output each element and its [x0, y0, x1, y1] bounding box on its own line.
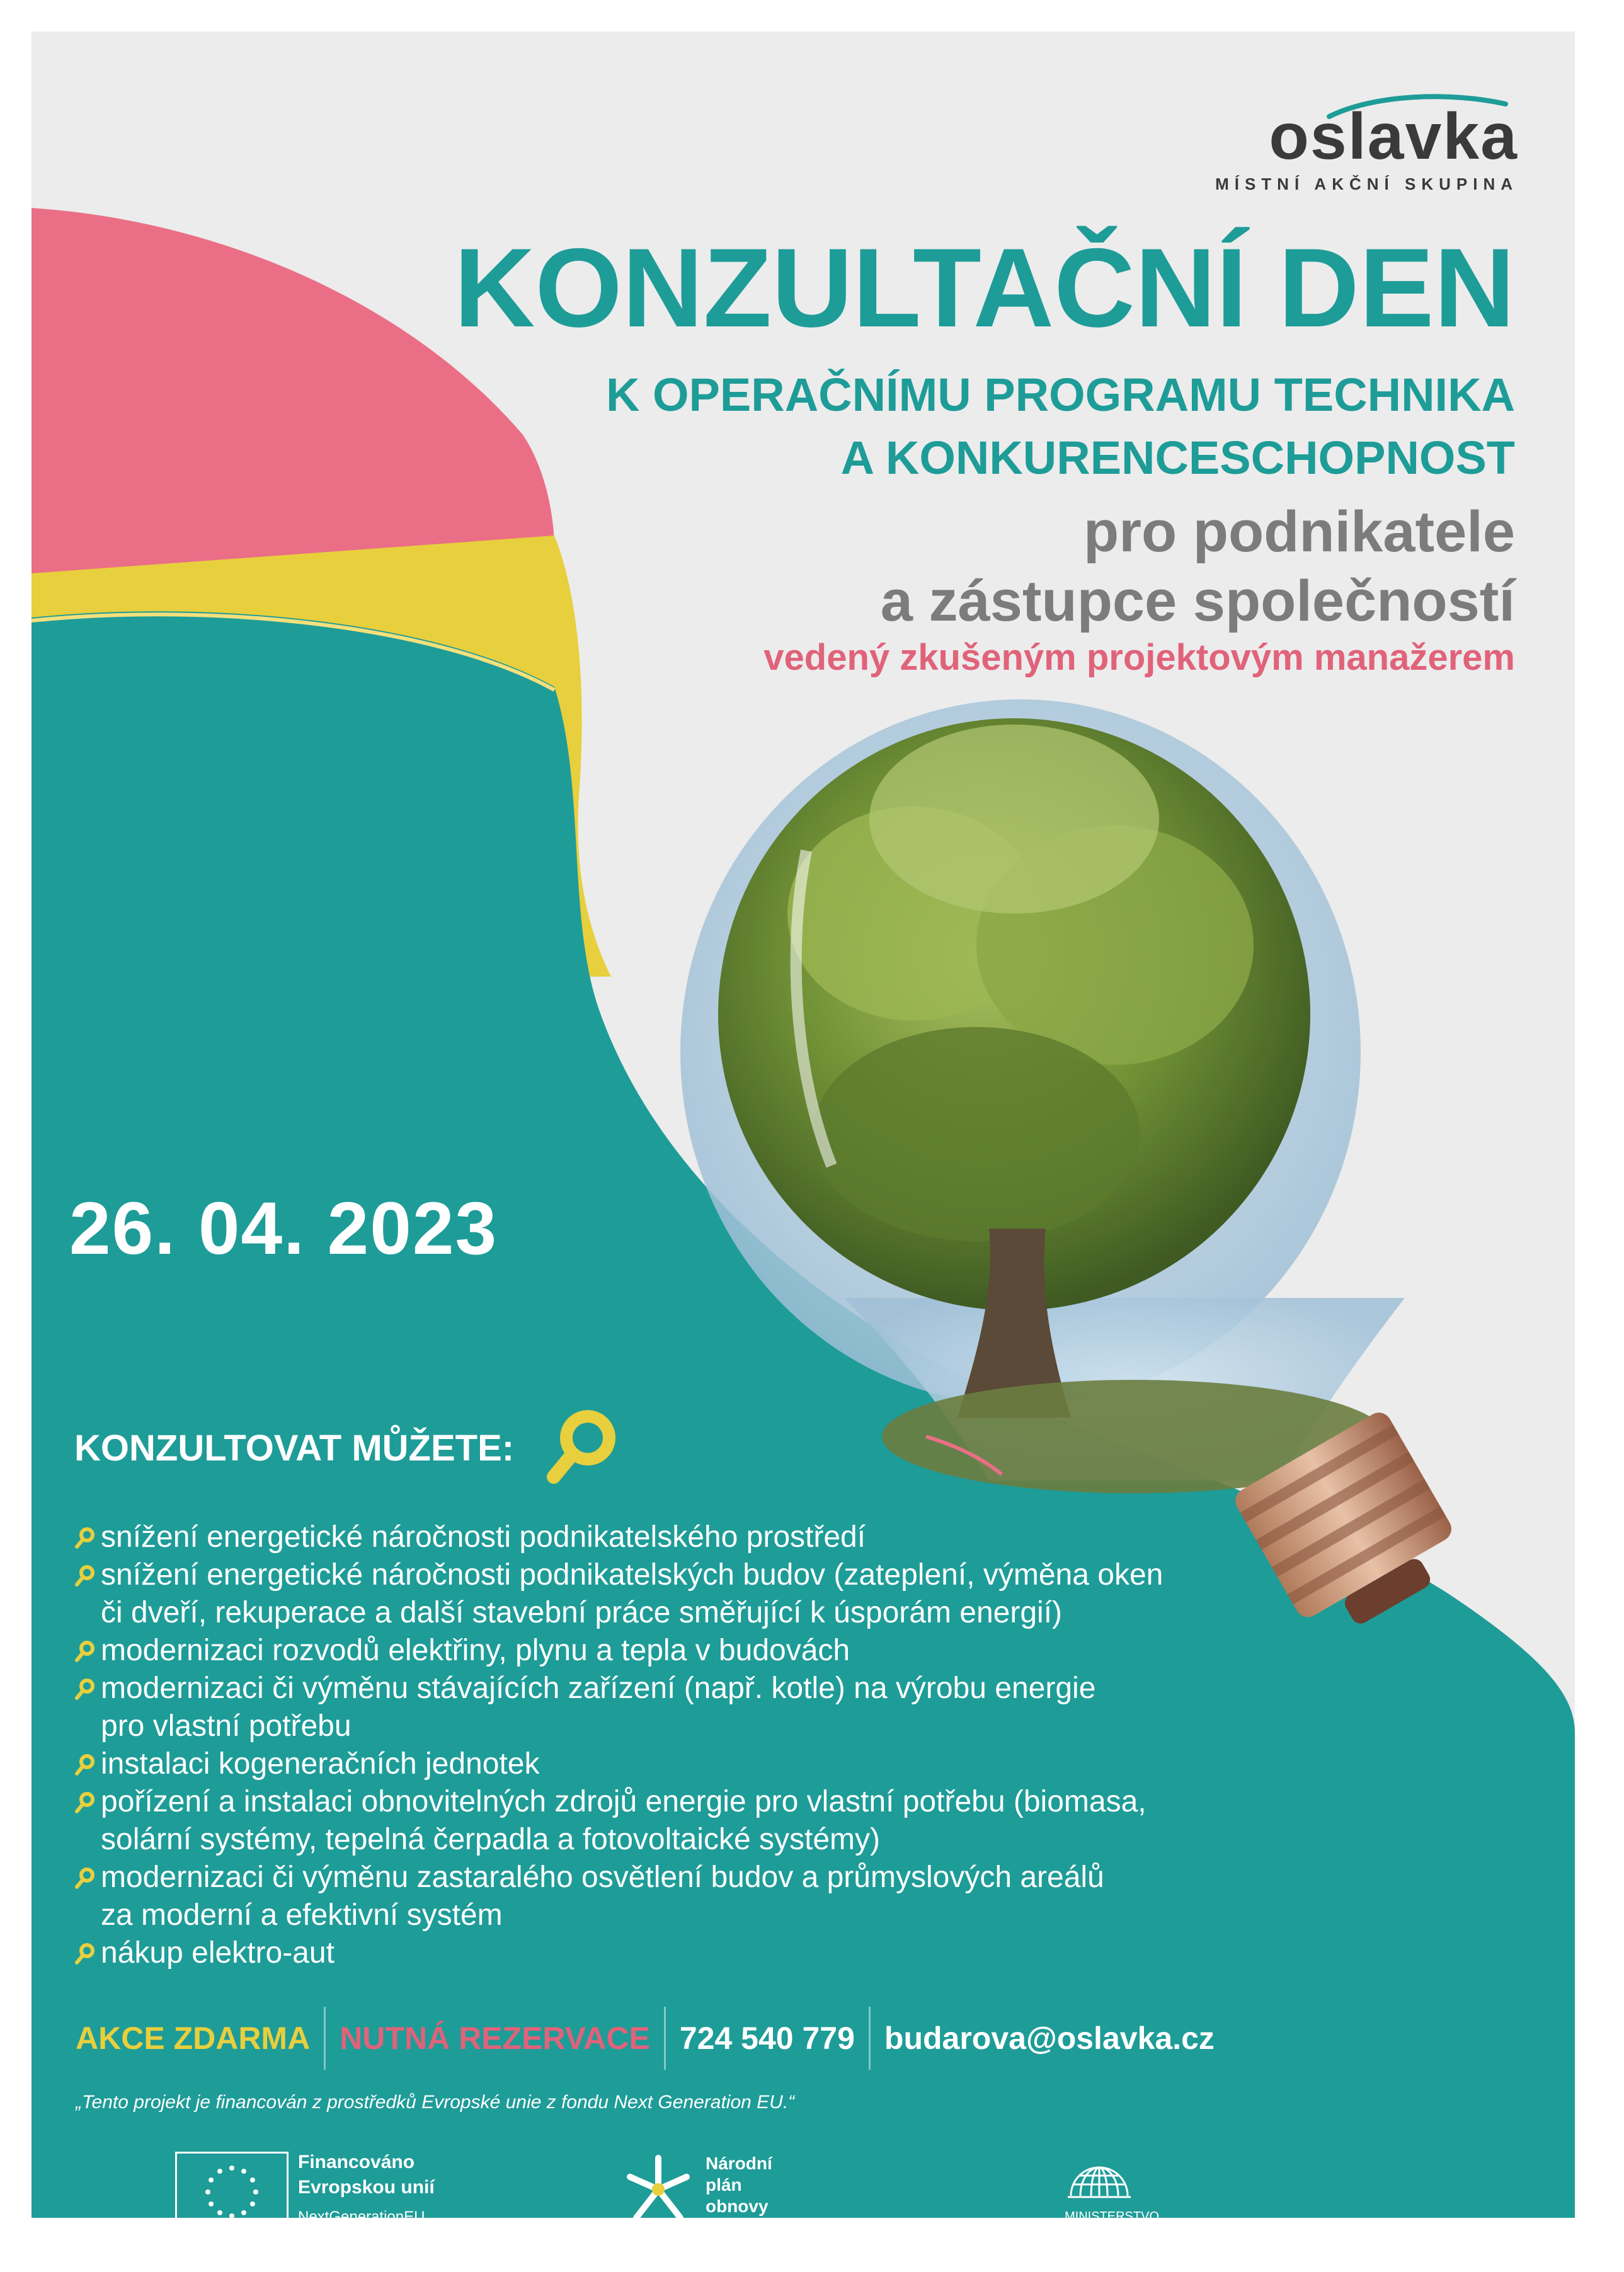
- led-by-text: vedený zkušeným projektovým manažerem: [763, 637, 1515, 678]
- npo-logo: [617, 2149, 806, 2249]
- eu-line-3: NextGenerationEU: [298, 2208, 425, 2225]
- eu-star: [209, 2201, 214, 2206]
- consult-item: [49, 1934, 1372, 1972]
- magnifier-bullet-icon: [74, 1942, 96, 1966]
- consult-heading: KONZULTOVAT MŮŽETE:: [74, 1428, 515, 1469]
- consult-item-line: snížení energetické náročnosti podnikatelského prostředí: [101, 1520, 866, 1554]
- eu-star: [209, 2177, 214, 2183]
- magnifier-icon: [545, 1405, 620, 1487]
- mpo-line-2: PRŮMYSLU A OBCHODU: [1065, 2226, 1213, 2240]
- poster: [31, 32, 1575, 2240]
- phone-number[interactable]: 724 540 779: [679, 2021, 855, 2056]
- eu-star: [217, 2210, 222, 2215]
- consult-item-line: modernizaci rozvodů elektřiny, plynu a tepla v budovách: [101, 1634, 850, 1667]
- mpo-logo: [1058, 2139, 1247, 2246]
- consult-item-line: pořízení a instalaci obnovitelných zdrojů energie pro vlastní potřebu (biomasa,: [101, 1785, 1147, 1818]
- subtitle-line-1: K OPERAČNÍMU PROGRAMU TECHNIKA: [606, 369, 1515, 421]
- consult-item: [49, 1783, 1372, 1859]
- magnifier-bullet-icon: [74, 1866, 96, 1890]
- eu-star: [217, 2169, 222, 2174]
- npo-line-1: Národní: [706, 2154, 772, 2173]
- consult-item: [49, 1556, 1372, 1632]
- eu-star: [250, 2177, 255, 2183]
- event-date: 26. 04. 2023: [69, 1187, 498, 1270]
- consult-list: [49, 1518, 1372, 1972]
- magnifier-bullet-icon: [74, 1677, 96, 1701]
- npo-line-2: plán: [706, 2175, 742, 2195]
- eu-star: [229, 2166, 234, 2171]
- eu-star: [205, 2189, 210, 2195]
- eu-star: [253, 2189, 258, 2195]
- reservation-label: NUTNÁ REZERVACE: [340, 2021, 650, 2056]
- eu-star: [250, 2201, 255, 2206]
- eu-star: [241, 2210, 246, 2215]
- contact-row: [76, 2010, 1228, 2067]
- eu-line-2: Evropskou unií: [298, 2177, 435, 2198]
- eu-flag-icon: [175, 2152, 289, 2232]
- email-link[interactable]: budarova@oslavka.cz: [884, 2021, 1215, 2056]
- magnifier-bullet-icon: [74, 1639, 96, 1663]
- consult-item: [49, 1670, 1372, 1745]
- consult-item: [49, 1745, 1372, 1783]
- consult-item-line: či dveří, rekuperace a další stavební práce směřující k úsporám energií): [101, 1596, 1063, 1629]
- consult-item-line: modernizaci či výměnu stávajících zařízení (např. kotle) na výrobu energie: [101, 1672, 1096, 1705]
- oslavka-logo: [1191, 91, 1518, 193]
- eu-funding-logo: [175, 2145, 503, 2259]
- magnifier-bullet-icon: [74, 1526, 96, 1550]
- consult-item-line: snížení energetické náročnosti podnikatelských budov (zateplení, výměna oken: [101, 1558, 1164, 1592]
- consult-item: [49, 1632, 1372, 1670]
- npo-line-3: obnovy: [706, 2196, 769, 2216]
- eu-star: [229, 2213, 234, 2218]
- mpo-globe-icon: [1065, 2139, 1134, 2202]
- consult-item-line: pro vlastní potřebu: [101, 1709, 352, 1743]
- npo-star-icon: [617, 2149, 699, 2230]
- free-event-label: AKCE ZDARMA: [76, 2021, 311, 2056]
- eu-star: [241, 2169, 246, 2174]
- consult-item: [49, 1518, 1372, 1556]
- subtitle-line-2: A KONKURENCESCHOPNOST: [840, 432, 1515, 484]
- magnifier-bullet-icon: [74, 1791, 96, 1815]
- funding-note: „Tento projekt je financován z prostředků Evropské unie z fondu Next Generation EU.“: [76, 2092, 795, 2113]
- logo-tagline: MÍSTNÍ AKČNÍ SKUPINA: [1215, 175, 1518, 193]
- logo-wordmark: oslavka: [1269, 100, 1518, 173]
- consult-item-line: instalaci kogeneračních jednotek: [101, 1747, 540, 1781]
- audience-line-1: pro podnikatele: [1084, 500, 1515, 564]
- poster-title: KONZULTAČNÍ DEN: [454, 225, 1515, 350]
- magnifier-bullet-icon: [74, 1564, 96, 1588]
- magnifier-bullet-icon: [74, 1753, 96, 1777]
- audience-line-2: a zástupce společností: [880, 569, 1515, 633]
- mpo-line-1: MINISTERSTVO: [1065, 2210, 1160, 2223]
- consult-item-line: za moderní a efektivní systém: [101, 1898, 503, 1932]
- consult-item: [49, 1859, 1372, 1934]
- consult-item-line: modernizaci či výměnu zastaralého osvětlení budov a průmyslových areálů: [101, 1861, 1104, 1894]
- eu-line-1: Financováno: [298, 2152, 415, 2172]
- consult-item-line: solární systémy, tepelná čerpadla a fotovoltaické systémy): [101, 1823, 880, 1856]
- consult-item-line: nákup elektro-aut: [101, 1936, 335, 1970]
